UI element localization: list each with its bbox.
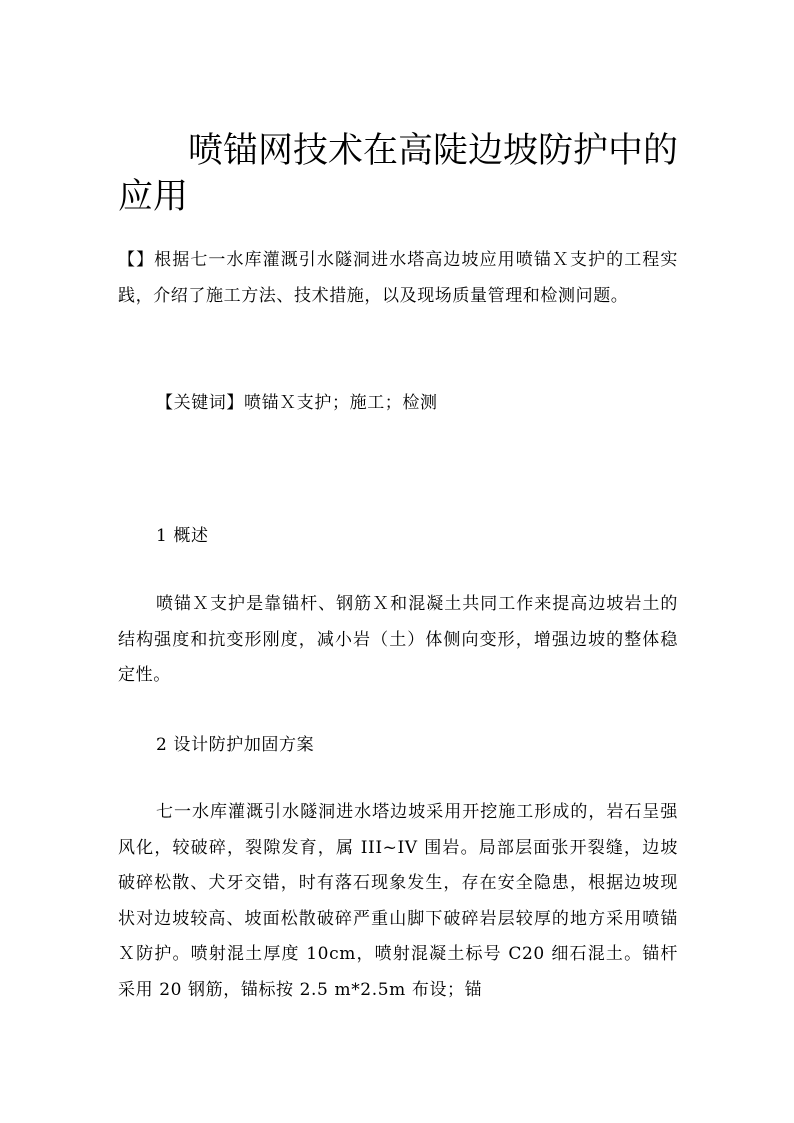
section-1-paragraph: 喷锚Ｘ支护是靠锚杆、钢筋Ｘ和混凝土共同工作来提高边坡岩土的结构强度和抗变形刚度，减小岩（土）体侧向变形，增强边坡的整体稳定性。 <box>118 594 678 685</box>
section-2-heading: 2 设计防护加固方案 <box>156 735 315 755</box>
keywords-paragraph: 【关键词】喷锚Ｘ支护；施工；检测 <box>156 393 438 413</box>
abstract-paragraph: 【】根据七一水库灌溉引水隧洞进水塔高边坡应用喷锚Ｘ支护的工程实践，介绍了施工方法、技术措施，以及现场质量管理和检测问题。 <box>118 250 678 306</box>
section-1-heading: 1 概述 <box>156 526 209 546</box>
document-title: 喷锚网技术在高陡边坡防护中的应用 <box>118 131 679 217</box>
section-2-paragraph: 七一水库灌溉引水隧洞进水塔边坡采用开挖施工形成的，岩石呈强风化，较破碎，裂隙发育，属 III~IV 围岩。局部层面张开裂缝，边坡破碎松散、犬牙交错，时有落石现象发生，存在安全隐患，根据边坡现状对边坡较高、坡面松散破碎严重山脚下破碎岩层较厚的地方采用喷锚Ｘ防护。喷射混土厚度 10cm，喷射混凝土标号 C20 细石混土。锚杆采用 20 钢筋，锚标按 2.5 m*2.5m 布设；锚 <box>118 802 678 1000</box>
